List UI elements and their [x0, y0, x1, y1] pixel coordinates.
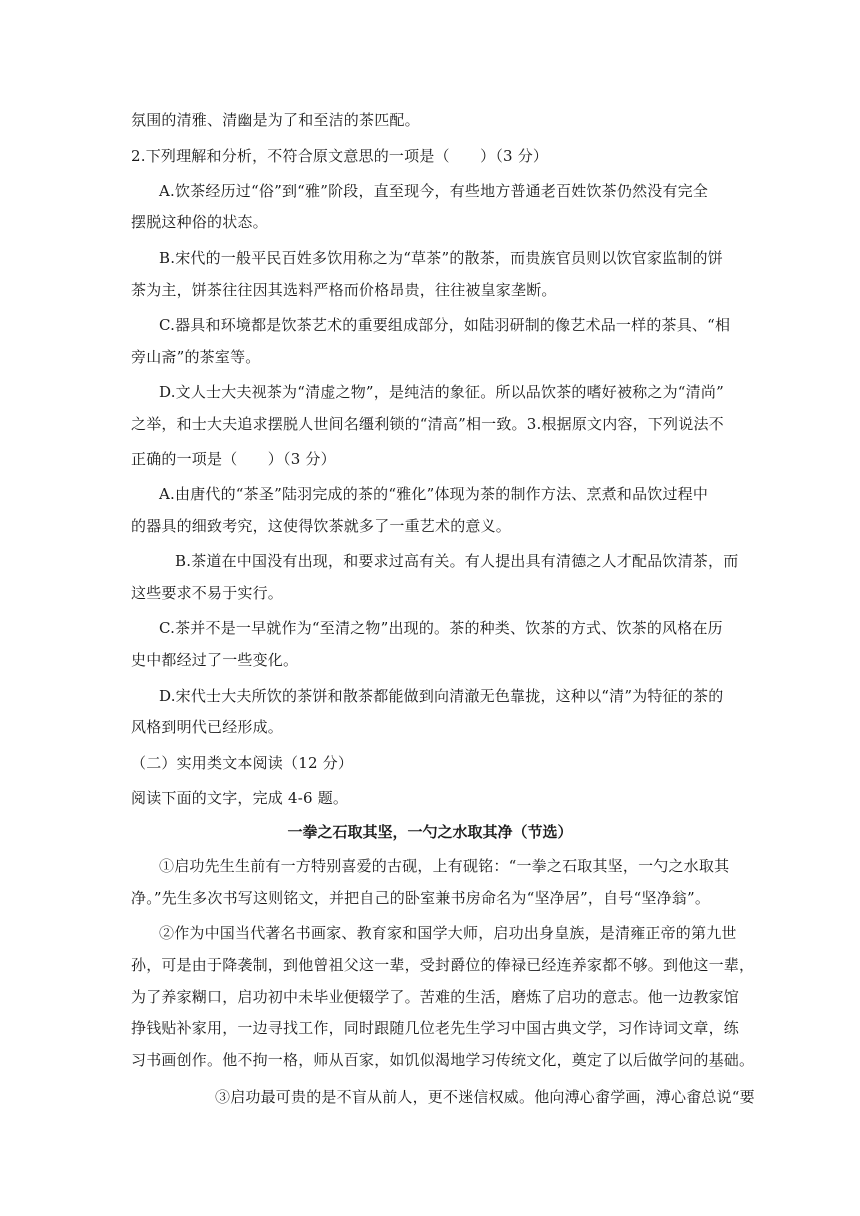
text-line: 摆脱这种俗的状态。 [131, 213, 268, 231]
text-line: 为了养家糊口，启功初中未毕业便辍学了。苦难的生活，磨炼了启功的意志。他一边教家馆 [131, 988, 740, 1006]
option-a: A.饮茶经历过“俗”到“雅”阶段，直至现今，有些地方普通老百姓饮茶仍然没有完全 [159, 182, 709, 200]
text-line: 净。”先生多次书写这则铭文，并把自己的卧室兼书房命名为“坚净居”，自号“坚净翁”。 [131, 889, 711, 907]
text-line: 茶为主，饼茶往往因其选料严格而价格昂贵，往往被皇家垄断。 [131, 281, 557, 299]
option-d: D.文人士大夫视茶为“清虚之物”，是纯洁的象征。所以品饮茶的嗜好被称之为“清尚” [159, 383, 724, 401]
option-d: D.宋代士大夫所饮的茶饼和散茶都能做到向清澈无色靠拢，这种以“清”为特征的茶的 [159, 687, 724, 705]
paragraph-1: ①启功先生生前有一方特别喜爱的古砚，上有砚铭：“一拳之石取其坚，一勺之水取其 [159, 857, 730, 875]
text-line: 挣钱贴补家用，一边寻找工作，同时跟随几位老先生学习中国古典文学，习作诗词文章，练 [131, 1019, 740, 1037]
option-b: B.宋代的一般平民百姓多饮用称之为“草茶”的散茶，而贵族官员则以饮官家监制的饼 [159, 249, 723, 267]
option-c: C.茶并不是一早就作为“至清之物”出现的。茶的种类、饮茶的方式、饮茶的风格在历 [159, 619, 723, 637]
text-line: 之举，和士大夫追求摆脱人世间名缰利锁的“清高”相一致。3.根据原文内容，下列说法不 [131, 415, 724, 433]
section-heading: （二）实用类文本阅读（12 分） [131, 754, 354, 772]
question-2: 2.下列理解和分析，不符合原文意思的一项是（ ）（3 分） [131, 147, 549, 165]
instruction-line: 阅读下面的文字，完成 4-6 题。 [131, 789, 349, 807]
text-line: 的器具的细致考究，这使得饮茶就多了一重艺术的意义。 [131, 517, 512, 535]
text-line: 史中都经过了一些变化。 [131, 651, 299, 669]
text-line: 习书画创作。他不拘一格，师从百家，如饥似渴地学习传统文化，奠定了以后做学问的基础。 [131, 1051, 755, 1069]
option-c: C.器具和环境都是饮茶艺术的重要组成部分，如陆羽研制的像艺术品一样的茶具、“相 [159, 316, 731, 334]
text-line: 孙，可是由于降袭制，到他曾祖父这一辈，受封爵位的俸禄已经连养家都不够。到他这一辈， [131, 956, 755, 974]
paragraph-2: ②作为中国当代著名书画家、教育家和国学大师，启功出身皇族，是清雍正帝的第九世 [159, 924, 737, 942]
article-title: 一拳之石取其坚，一勺之水取其净（节选） [287, 823, 573, 841]
paragraph-3: ③启功最可贵的是不盲从前人，更不迷信权威。他向溥心畬学画，溥心畬总说“要 [215, 1088, 755, 1106]
text-line: 氛围的清雅、清幽是为了和至洁的茶匹配。 [131, 111, 420, 129]
text-line: 旁山斋”的茶室等。 [131, 348, 261, 366]
text-line: 风格到明代已经形成。 [131, 718, 284, 736]
text-line: 这些要求不易于实行。 [131, 584, 284, 602]
question-3: 正确的一项是（ ）（3 分） [131, 450, 336, 468]
option-b: B.茶道在中国没有出现，和要求过高有关。有人提出具有清德之人才配品饮清茶，而 [175, 552, 739, 570]
option-a: A.由唐代的“茶圣”陆羽完成的茶的“雅化”体现为茶的制作方法、烹煮和品饮过程中 [159, 485, 709, 503]
